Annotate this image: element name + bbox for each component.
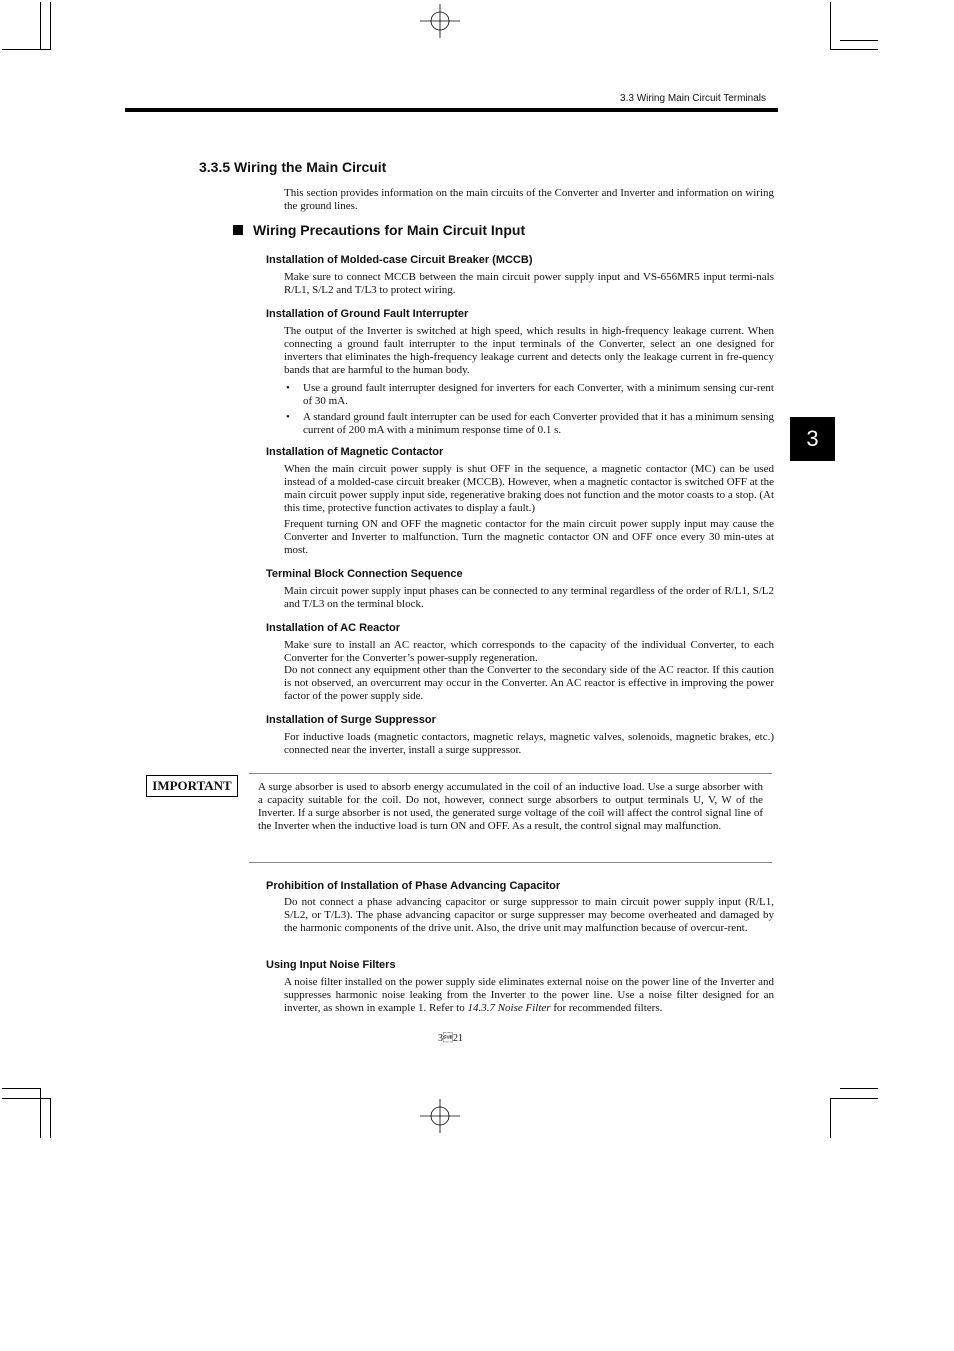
running-header: 3.3 Wiring Main Circuit Terminals	[620, 93, 766, 104]
mccb-title: Installation of Molded-case Circuit Breaker (MCCB)	[266, 254, 533, 266]
gfi-text: The output of the Inverter is switched at high speed, which results in high-frequency leakage current. When connecting a ground fault interrupter to the input terminals of the Converter, select an one designed for inverters that eliminates the high-frequency leakage current and detects only the leakage current in fre-quency bands that are harmful to the human body.	[284, 325, 774, 376]
crop-mark	[40, 2, 41, 50]
ac-title: Installation of AC Reactor	[266, 622, 401, 634]
nf-text	[284, 976, 774, 1015]
registration-mark-top	[420, 4, 460, 38]
section-title: 3.3.5 Wiring the Main Circuit	[199, 159, 387, 175]
gfi-title: Installation of Ground Fault Interrupter	[266, 308, 469, 320]
crop-mark	[830, 49, 878, 50]
crop-mark	[50, 1098, 51, 1138]
square-bullet-icon	[233, 225, 243, 235]
important-rule-bottom	[249, 862, 772, 863]
precautions-heading-text: Wiring Precautions for Main Circuit Input	[253, 222, 526, 238]
precautions-heading	[233, 222, 525, 238]
section-intro: This section provides information on the main circuits of the Converter and Inverter and information on wiring the ground lines.	[284, 187, 774, 212]
gfi-bullet-2: A standard ground fault interrupter can be used for each Converter provided that it has a minimum sensing current of 200 mA with a minimum response time of 0.1 s.	[303, 411, 774, 436]
page-number: 321	[438, 1033, 463, 1044]
registration-mark-bottom	[420, 1099, 460, 1133]
crop-mark	[830, 1098, 878, 1099]
crop-mark	[830, 2, 831, 50]
pac-text: Do not connect a phase advancing capacitor or surge suppressor to main circuit power supply input (R/L1, S/L2, or T/L3). The phase advancing capacitor or surge suppresser may become overheated and damaged by the harmonic components of the drive unit. Also, the drive unit may malfunction because of overcur-rent.	[284, 896, 774, 934]
crop-mark	[840, 40, 878, 41]
chapter-tab: 3	[790, 417, 835, 461]
ac-text-2: Do not connect any equipment other than the Converter to the secondary side of the AC reactor. If this caution is not observed, an overcurrent may occur in the Converter. An AC reactor is effective in improving the power factor of the power supply side.	[284, 664, 774, 702]
crop-mark	[2, 1088, 40, 1089]
crop-mark	[840, 1088, 878, 1089]
pac-title: Prohibition of Installation of Phase Advancing Capacitor	[266, 880, 561, 892]
nf-text-a: A noise filter installed on the power supply side eliminates external noise on the power line of the Inverter and suppresses harmonic noise leaking from the Inverter to the power line. Use a noise filter designed for an inverter, as shown in example 1. Refer to	[284, 976, 774, 1014]
ac-text-1: Make sure to install an AC reactor, which corresponds to the capacity of the individual Converter, to each Converter for the Converter’s power-supply regeneration.	[284, 639, 774, 664]
mccb-text: Make sure to connect MCCB between the main circuit power supply input and VS-656MR5 input termi-nals R/L1, S/L2 and T/L3 to protect wiring.	[284, 271, 774, 296]
nf-reference: 14.3.7 Noise Filter	[467, 1002, 551, 1014]
tb-text: Main circuit power supply input phases can be connected to any terminal regardless of the order of R/L1, S/L2 and T/L3 on the terminal block.	[284, 585, 774, 610]
ss-title: Installation of Surge Suppressor	[266, 714, 436, 726]
mc-title: Installation of Magnetic Contactor	[266, 446, 444, 458]
header-rule	[125, 108, 778, 112]
bullet-icon: •	[286, 411, 290, 423]
crop-mark	[40, 1088, 41, 1138]
crop-mark	[2, 49, 50, 50]
nf-title: Using Input Noise Filters	[266, 959, 396, 971]
bullet-icon: •	[286, 382, 290, 394]
mc-text-1: When the main circuit power supply is shut OFF in the sequence, a magnetic contactor (MC) can be used instead of a molded-case circuit breaker (MCCB). However, when a magnetic contactor is switched OFF at the main circuit power supply input side, regenerative braking does not function and the motor coasts to a stop. (At this time, protective function activates to display a fault.)	[284, 463, 774, 514]
crop-mark	[50, 2, 51, 50]
important-rule-top	[249, 773, 772, 774]
gfi-bullet-1: Use a ground fault interrupter designed for inverters for each Converter, with a minimum sensing cur-rent of 30 mA.	[303, 382, 774, 407]
ss-text: For inductive loads (magnetic contactors, magnetic relays, magnetic valves, solenoids, magnetic brakes, etc.) connected near the inverter, install a surge suppressor.	[284, 731, 774, 756]
nf-text-b: for recommended filters.	[550, 1002, 663, 1014]
crop-mark	[2, 1098, 50, 1099]
important-label: IMPORTANT	[146, 775, 238, 797]
tb-title: Terminal Block Connection Sequence	[266, 568, 463, 580]
crop-mark	[830, 1098, 831, 1138]
mc-text-2: Frequent turning ON and OFF the magnetic contactor for the main circuit power supply input may cause the Converter and Inverter to malfunction. Turn the magnetic contactor ON and OFF once every 30 min-utes at most.	[284, 518, 774, 556]
important-text: A surge absorber is used to absorb energy accumulated in the coil of an inductive load. Use a surge absorber with a capacity suitable for the coil. Do not, however, connect surge absorbers to output terminals U, V, W of the Inverter. If a surge absorber is not used, the generated surge voltage of the coil will affect the control signal line of the Inverter when the inductive load is turn ON and OFF. As a result, the control signal may malfunction.	[258, 781, 763, 832]
